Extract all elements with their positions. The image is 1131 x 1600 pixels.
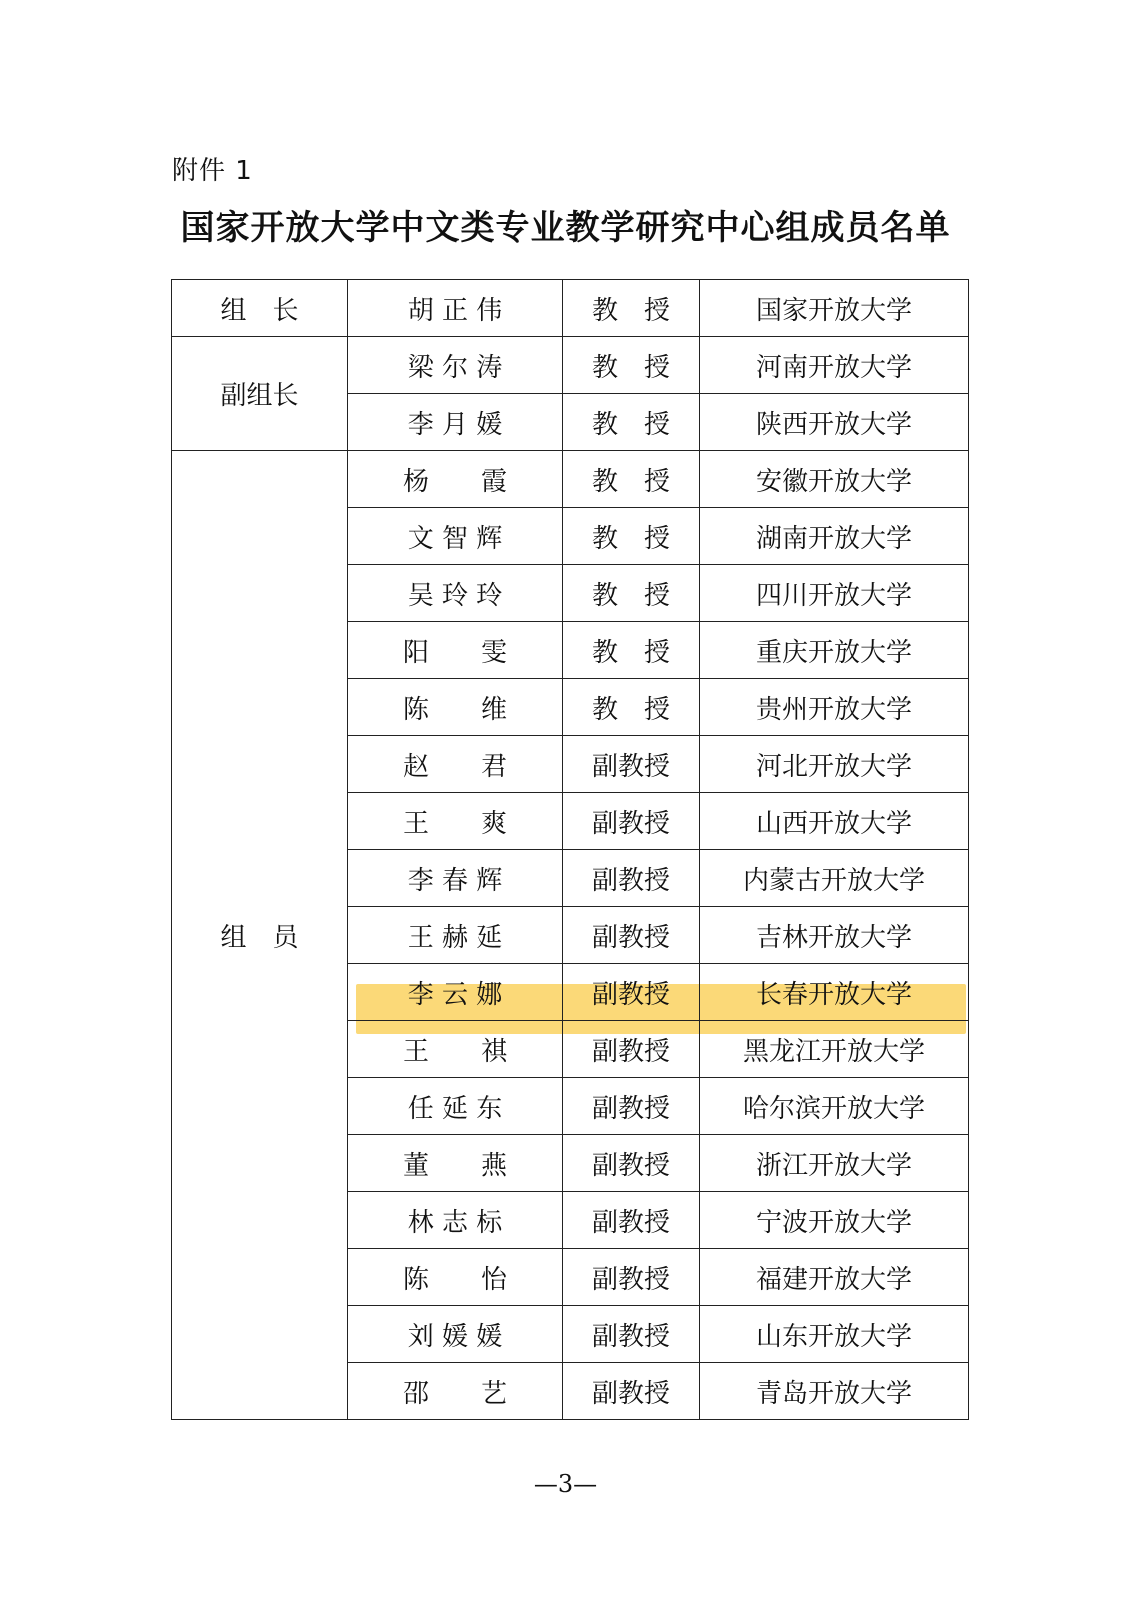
title-cell: 教 授 bbox=[563, 679, 700, 736]
title-cell: 副教授 bbox=[563, 1306, 700, 1363]
name-cell: 梁 尔 涛 bbox=[348, 337, 563, 394]
title-cell: 教 授 bbox=[563, 508, 700, 565]
role-cell: 副组长 bbox=[172, 337, 348, 451]
title-cell: 教 授 bbox=[563, 337, 700, 394]
title-cell: 副教授 bbox=[563, 1363, 700, 1420]
page-number: —3— bbox=[533, 1470, 598, 1498]
table-row bbox=[172, 337, 969, 394]
name-cell: 李 月 媛 bbox=[348, 394, 563, 451]
name-cell: 刘 媛 媛 bbox=[348, 1306, 563, 1363]
title-cell: 教 授 bbox=[563, 622, 700, 679]
institution-cell: 青岛开放大学 bbox=[700, 1363, 969, 1420]
title-cell: 副教授 bbox=[563, 907, 700, 964]
institution-cell: 吉林开放大学 bbox=[700, 907, 969, 964]
name-cell: 邵 艺 bbox=[348, 1363, 563, 1420]
institution-cell: 内蒙古开放大学 bbox=[700, 850, 969, 907]
institution-cell: 长春开放大学 bbox=[700, 964, 969, 1021]
title-cell: 副教授 bbox=[563, 1249, 700, 1306]
name-cell: 李 云 娜 bbox=[348, 964, 563, 1021]
name-cell: 陈 维 bbox=[348, 679, 563, 736]
title-cell: 教 授 bbox=[563, 565, 700, 622]
name-cell: 文 智 辉 bbox=[348, 508, 563, 565]
institution-cell: 宁波开放大学 bbox=[700, 1192, 969, 1249]
institution-cell: 贵州开放大学 bbox=[700, 679, 969, 736]
name-cell: 吴 玲 玲 bbox=[348, 565, 563, 622]
title-cell: 副教授 bbox=[563, 964, 700, 1021]
name-cell: 李 春 辉 bbox=[348, 850, 563, 907]
institution-cell: 湖南开放大学 bbox=[700, 508, 969, 565]
title-cell: 副教授 bbox=[563, 1135, 700, 1192]
name-cell: 任 延 东 bbox=[348, 1078, 563, 1135]
title-cell: 副教授 bbox=[563, 1078, 700, 1135]
role-cell: 组 长 bbox=[172, 280, 348, 337]
institution-cell: 安徽开放大学 bbox=[700, 451, 969, 508]
title-cell: 副教授 bbox=[563, 793, 700, 850]
title-cell: 教 授 bbox=[563, 394, 700, 451]
title-cell: 副教授 bbox=[563, 1192, 700, 1249]
name-cell: 胡 正 伟 bbox=[348, 280, 563, 337]
name-cell: 杨 霞 bbox=[348, 451, 563, 508]
title-cell: 教 授 bbox=[563, 280, 700, 337]
name-cell: 王 赫 延 bbox=[348, 907, 563, 964]
institution-cell: 哈尔滨开放大学 bbox=[700, 1078, 969, 1135]
name-cell: 陈 怡 bbox=[348, 1249, 563, 1306]
institution-cell: 山东开放大学 bbox=[700, 1306, 969, 1363]
title-cell: 副教授 bbox=[563, 736, 700, 793]
institution-cell: 浙江开放大学 bbox=[700, 1135, 969, 1192]
member-table bbox=[171, 279, 969, 1420]
title-cell: 教 授 bbox=[563, 451, 700, 508]
institution-cell: 重庆开放大学 bbox=[700, 622, 969, 679]
document-title: 国家开放大学中文类专业教学研究中心组成员名单 bbox=[180, 208, 951, 248]
name-cell: 王 爽 bbox=[348, 793, 563, 850]
institution-cell: 国家开放大学 bbox=[700, 280, 969, 337]
title-cell: 副教授 bbox=[563, 850, 700, 907]
institution-cell: 山西开放大学 bbox=[700, 793, 969, 850]
name-cell: 阳 雯 bbox=[348, 622, 563, 679]
institution-cell: 四川开放大学 bbox=[700, 565, 969, 622]
institution-cell: 河北开放大学 bbox=[700, 736, 969, 793]
table-row bbox=[172, 280, 969, 337]
name-cell: 林 志 标 bbox=[348, 1192, 563, 1249]
name-cell: 王 祺 bbox=[348, 1021, 563, 1078]
institution-cell: 黑龙江开放大学 bbox=[700, 1021, 969, 1078]
institution-cell: 陕西开放大学 bbox=[700, 394, 969, 451]
title-cell: 副教授 bbox=[563, 1021, 700, 1078]
member-table-body bbox=[172, 280, 969, 1420]
attachment-label: 附件 1 bbox=[172, 156, 253, 186]
role-cell: 组 员 bbox=[172, 451, 348, 1420]
name-cell: 赵 君 bbox=[348, 736, 563, 793]
institution-cell: 福建开放大学 bbox=[700, 1249, 969, 1306]
name-cell: 董 燕 bbox=[348, 1135, 563, 1192]
table-row bbox=[172, 451, 969, 508]
institution-cell: 河南开放大学 bbox=[700, 337, 969, 394]
